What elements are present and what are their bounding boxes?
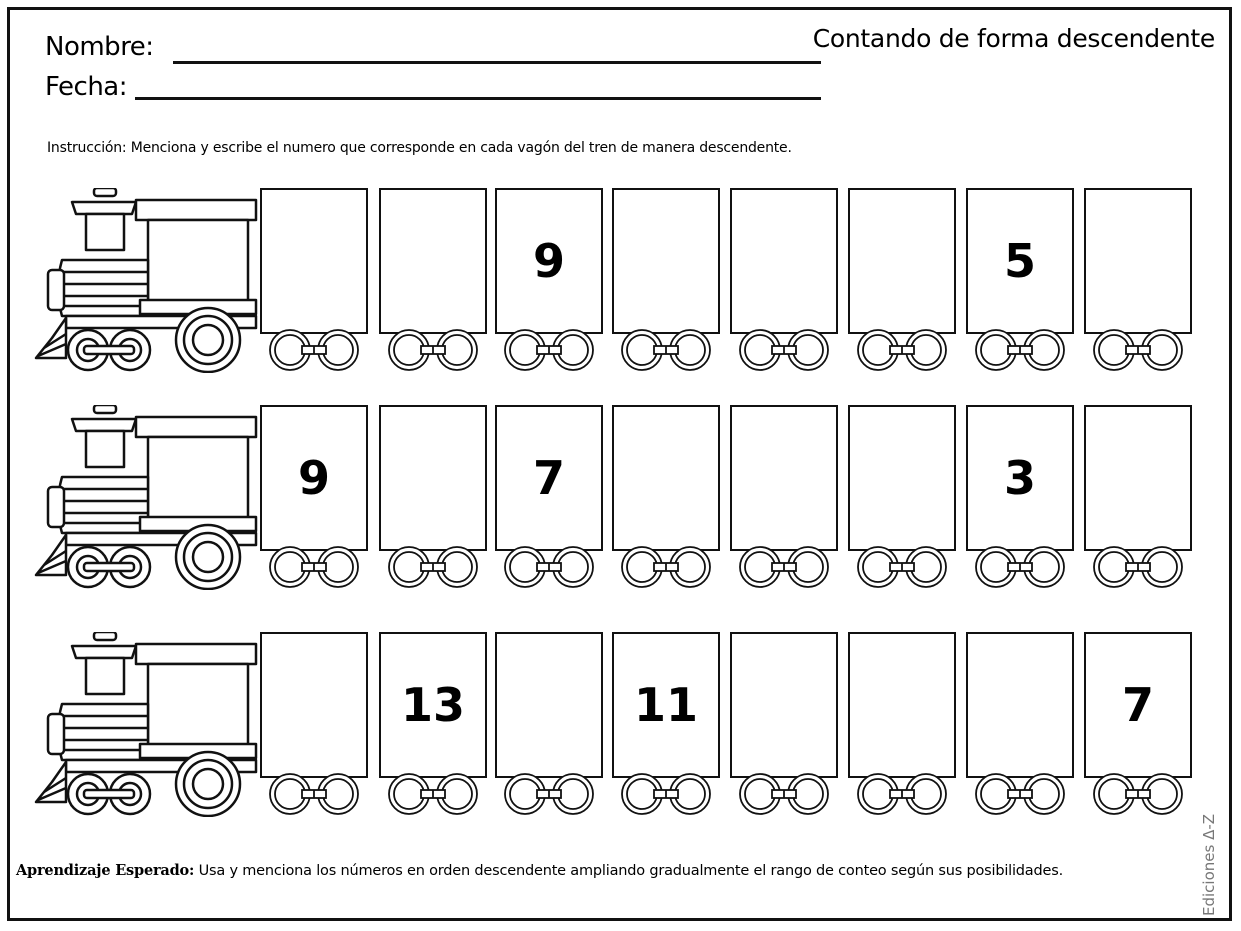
car-answer-box[interactable] [495,632,603,778]
train-car [379,632,487,817]
wheels-icon [262,772,366,820]
wheels-icon [497,545,601,593]
train-car [260,188,368,373]
date-label: Fecha: [45,72,127,102]
car-answer-box[interactable] [612,405,720,551]
train-car [1084,632,1192,817]
car-number: 3 [966,405,1074,551]
wheels-icon [850,772,954,820]
car-answer-box[interactable] [260,632,368,778]
car-answer-box[interactable] [260,188,368,334]
publisher-credit: Ediciones Δ-Z [1200,813,1218,916]
train-row-1 [32,188,1232,373]
car-answer-box[interactable] [848,632,956,778]
train-car [495,188,603,373]
car-answer-box[interactable] [730,188,838,334]
locomotive [32,188,258,377]
wheels-icon [381,545,485,593]
car-answer-box[interactable] [848,405,956,551]
wheels-icon [732,545,836,593]
train-car [495,405,603,590]
car-answer-box[interactable] [730,405,838,551]
wheels-icon [262,328,366,376]
wheels-icon [968,772,1072,820]
train-car [379,405,487,590]
wheels-icon [381,772,485,820]
car-answer-box[interactable] [966,632,1074,778]
train-car [966,405,1074,590]
wheels-icon [614,545,718,593]
car-answer-box[interactable] [848,188,956,334]
instruction-text: Instrucción: Menciona y escribe el numero que corresponde en cada vagón del tren de manera descendente. [47,140,792,156]
wheels-icon [1086,772,1190,820]
car-answer-box[interactable] [379,405,487,551]
train-car [848,188,956,373]
expected-learning [16,860,1166,882]
wheels-icon [732,328,836,376]
train-car [612,188,720,373]
wheels-icon [614,772,718,820]
name-label: Nombre: [45,32,154,62]
wheels-icon [262,545,366,593]
wheels-icon [614,328,718,376]
train-car [966,632,1074,817]
name-line[interactable] [173,61,821,64]
locomotive-icon [32,405,258,590]
train-row-2 [32,405,1232,590]
train-car [1084,188,1192,373]
date-line[interactable] [135,97,821,100]
car-number: 7 [1084,632,1192,778]
expected-learning-text: Usa y menciona los números en orden descendente ampliando gradualmente el rango de conteo según sus posibilidades. [194,863,1063,879]
wheels-icon [497,772,601,820]
car-answer-box[interactable] [612,188,720,334]
car-number: 5 [966,188,1074,334]
wheels-icon [497,328,601,376]
train-car [966,188,1074,373]
train-car [379,188,487,373]
train-car [260,632,368,817]
car-number: 11 [612,632,720,778]
wheels-icon [850,328,954,376]
train-car [495,632,603,817]
car-answer-box[interactable] [730,632,838,778]
car-answer-box[interactable] [1084,188,1192,334]
train-car [612,632,720,817]
train-car [730,632,838,817]
worksheet [7,7,1232,921]
wheels-icon [381,328,485,376]
car-answer-box[interactable] [1084,405,1192,551]
train-car [1084,405,1192,590]
train-car [260,405,368,590]
wheels-icon [968,328,1072,376]
expected-learning-label: Aprendizaje Esperado: [16,862,195,879]
train-car [848,632,956,817]
car-number: 9 [260,405,368,551]
car-answer-box[interactable] [379,188,487,334]
car-number: 13 [379,632,487,778]
page-title: Contando de forma descendente [812,24,1215,53]
locomotive-icon [32,188,258,373]
wheels-icon [1086,328,1190,376]
train-car [730,188,838,373]
train-car [848,405,956,590]
locomotive [32,632,258,821]
car-number: 7 [495,405,603,551]
wheels-icon [850,545,954,593]
train-car [730,405,838,590]
locomotive [32,405,258,594]
train-car [612,405,720,590]
wheels-icon [732,772,836,820]
wheels-icon [968,545,1072,593]
train-row-3 [32,632,1232,817]
locomotive-icon [32,632,258,817]
wheels-icon [1086,545,1190,593]
car-number: 9 [495,188,603,334]
